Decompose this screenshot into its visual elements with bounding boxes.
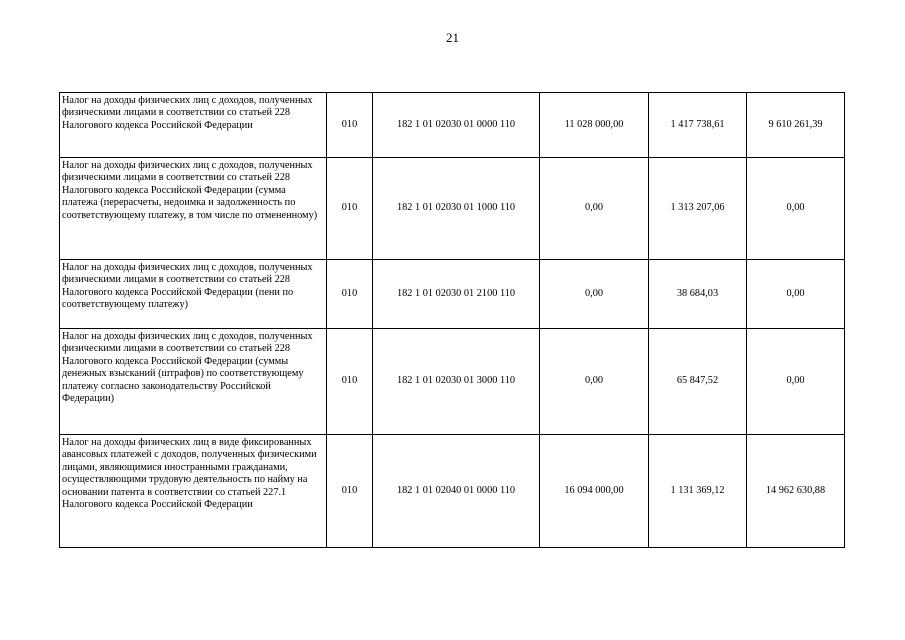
executed-amount-cell: 1 313 207,06 bbox=[649, 158, 747, 260]
kbk-code-cell: 182 1 01 02040 01 0000 110 bbox=[373, 435, 540, 548]
table-row bbox=[60, 435, 845, 548]
kbk-code-cell: 182 1 01 02030 01 2100 110 bbox=[373, 260, 540, 329]
unexecuted-amount-cell: 14 962 630,88 bbox=[747, 435, 845, 548]
unexecuted-amount-cell: 9 610 261,39 bbox=[747, 93, 845, 158]
line-code-cell: 010 bbox=[327, 435, 373, 548]
approved-amount-cell: 11 028 000,00 bbox=[540, 93, 649, 158]
approved-amount-cell: 0,00 bbox=[540, 158, 649, 260]
line-code-cell: 010 bbox=[327, 158, 373, 260]
approved-amount-cell: 16 094 000,00 bbox=[540, 435, 649, 548]
table-row bbox=[60, 260, 845, 329]
executed-amount-cell: 38 684,03 bbox=[649, 260, 747, 329]
unexecuted-amount-cell: 0,00 bbox=[747, 260, 845, 329]
table-row bbox=[60, 158, 845, 260]
table-row bbox=[60, 93, 845, 158]
income-name-cell: Налог на доходы физических лиц с доходов, полученных физическими лицами в соответствии со статьей 228 Налогового кодекса Российской Федерации (суммы денежных взысканий (штрафов) по соответствующему платежу согласно законодательству Российской Федерации) bbox=[60, 329, 327, 435]
kbk-code-cell: 182 1 01 02030 01 1000 110 bbox=[373, 158, 540, 260]
income-name-cell: Налог на доходы физических лиц с доходов, полученных физическими лицами в соответствии со статьей 228 Налогового кодекса Российской Федерации (сумма платежа (перерасчеты, недоимка и задолженность по соответствующему платежу, в том числе по отмененному) bbox=[60, 158, 327, 260]
unexecuted-amount-cell: 0,00 bbox=[747, 329, 845, 435]
income-name-cell: Налог на доходы физических лиц в виде фиксированных авансовых платежей с доходов, полученных физическими лицами, являющимися иностранными гражданами, осуществляющими трудовую деятельность по найму на основании патента в соответствии со статьей 227.1 Налогового кодекса Российской Федерации bbox=[60, 435, 327, 548]
kbk-code-cell: 182 1 01 02030 01 3000 110 bbox=[373, 329, 540, 435]
page-number: 21 bbox=[446, 30, 459, 45]
executed-amount-cell: 65 847,52 bbox=[649, 329, 747, 435]
executed-amount-cell: 1 131 369,12 bbox=[649, 435, 747, 548]
approved-amount-cell: 0,00 bbox=[540, 260, 649, 329]
table-row bbox=[60, 329, 845, 435]
income-name-cell: Налог на доходы физических лиц с доходов, полученных физическими лицами в соответствии со статьей 228 Налогового кодекса Российской Федерации (пени по соответствующему платежу) bbox=[60, 260, 327, 329]
line-code-cell: 010 bbox=[327, 260, 373, 329]
unexecuted-amount-cell: 0,00 bbox=[747, 158, 845, 260]
revenue-table bbox=[59, 92, 845, 548]
approved-amount-cell: 0,00 bbox=[540, 329, 649, 435]
line-code-cell: 010 bbox=[327, 329, 373, 435]
executed-amount-cell: 1 417 738,61 bbox=[649, 93, 747, 158]
kbk-code-cell: 182 1 01 02030 01 0000 110 bbox=[373, 93, 540, 158]
income-name-cell: Налог на доходы физических лиц с доходов, полученных физическими лицами в соответствии со статьей 228 Налогового кодекса Российской Федерации bbox=[60, 93, 327, 158]
line-code-cell: 010 bbox=[327, 93, 373, 158]
